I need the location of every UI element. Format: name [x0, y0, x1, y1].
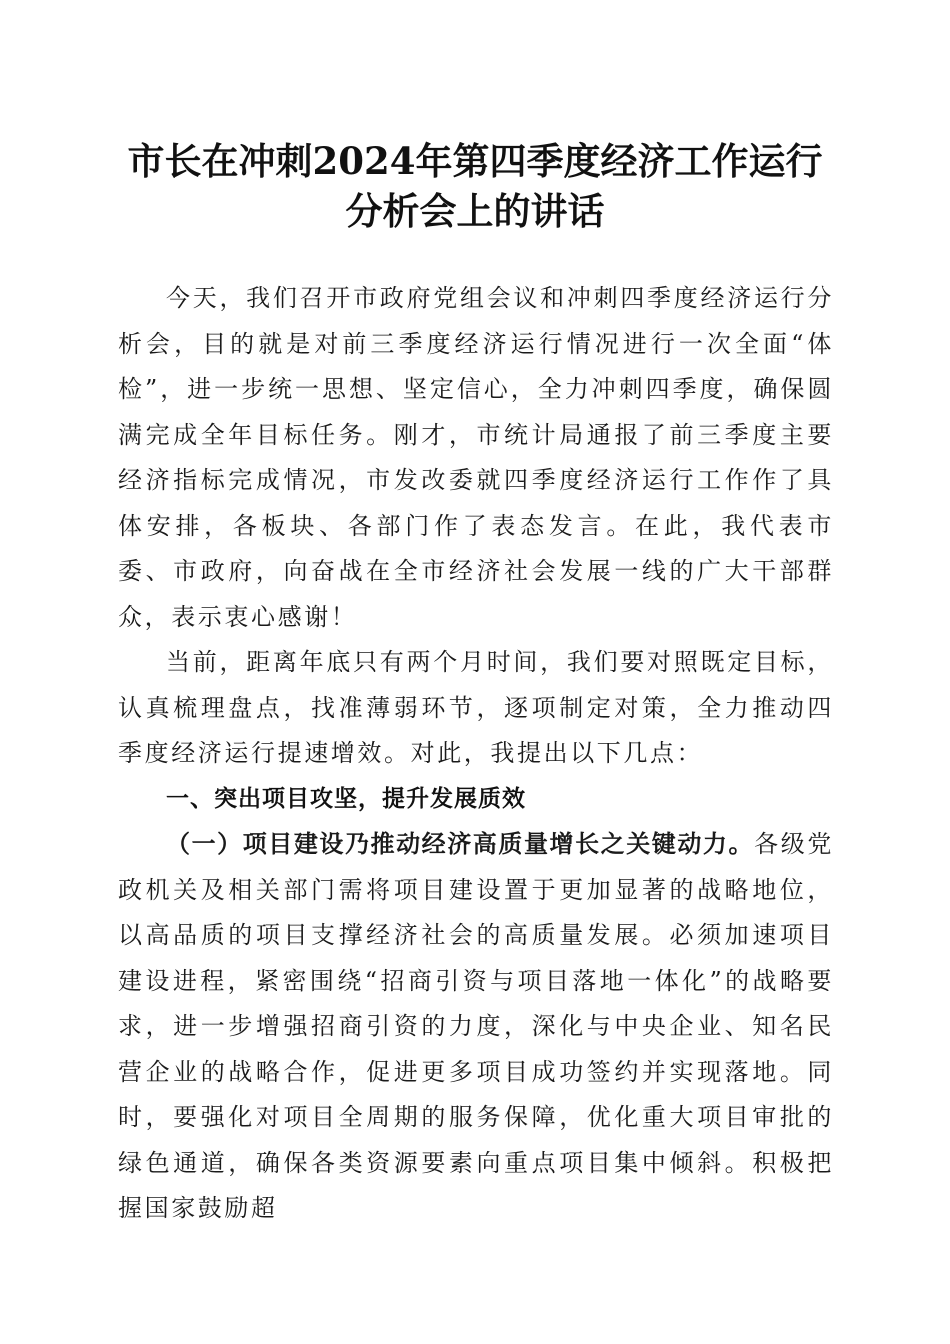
intro-paragraph: 今天，我们召开市政府党组会议和冲刺四季度经济运行分析会，目的就是对前三季度经济运行情况进行一次全面“体检”，进一步统一思想、坚定信心，全力冲刺四季度，确保圆满完成全年目标任务。刚才，市统计局通报了前三季度主要经济指标完成情况，市发改委就四季度经济运行工作作了具体安排，各板块、各部门作了表态发言。在此，我代表市委、市政府，向奋战在全市经济社会发展一线的广大干部群众，表示衷心感谢！: [118, 284, 834, 631]
subsection-text-1: 各级党政机关及相关部门需将项目建设置于更加显著的战略地位，以高品质的项目支撑经济社会的高质量发展。必须加速项目建设进程，紧密围绕“招商引资与项目落地一体化”的战略要求，进一步增强招商引资的力度，深化与中央企业、知名民营企业的战略合作，促进更多项目成功签约并实现落地。同时，要强化对项目全周期的服务保障，优化重大项目审批的绿色通道，确保各类资源要素向重点项目集中倾斜。积极把握国家鼓励超: [118, 830, 834, 1222]
document-body: [118, 276, 834, 1232]
document-title: 市长在冲刺2024年第四季度经济工作运行分析会上的讲话: [127, 139, 823, 233]
subsection-paragraph-1: [118, 822, 834, 1232]
subsection-label-1: （一）项目建设乃推动经济高质量增长之关键动力。: [166, 830, 755, 858]
situation-paragraph: 当前，距离年底只有两个月时间，我们要对照既定目标，认真梳理盘点，找准薄弱环节，逐项制定对策，全力推动四季度经济运行提速增效。对此，我提出以下几点：: [118, 648, 834, 767]
section-heading-1: 一、突出项目攻坚，提升发展质效: [166, 785, 526, 812]
